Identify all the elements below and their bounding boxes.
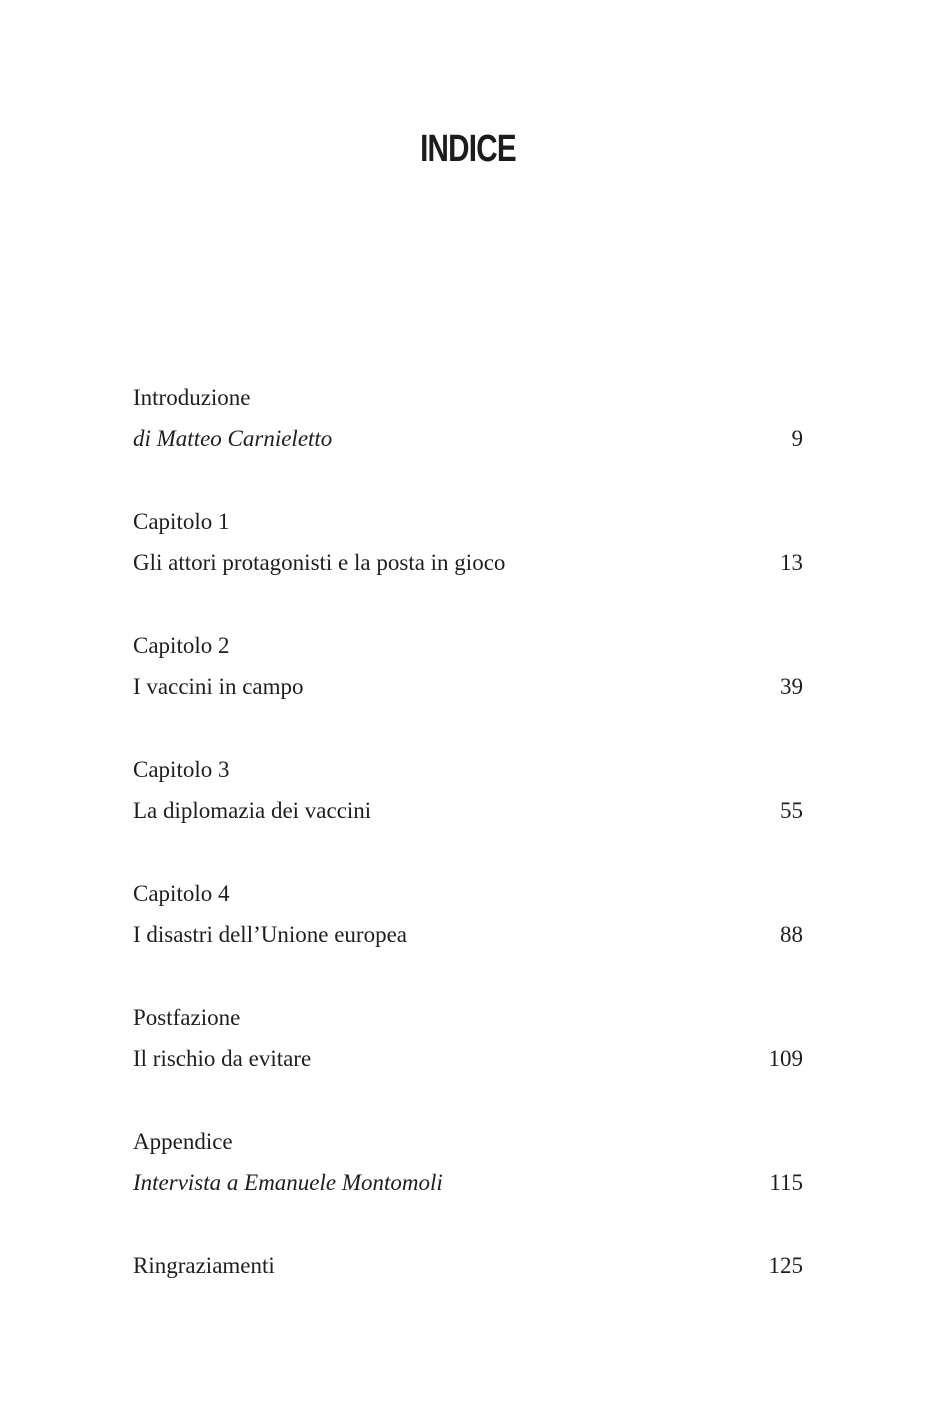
toc-entry-appendice	[133, 1124, 803, 1206]
table-of-contents	[133, 380, 803, 1289]
toc-entry-introduzione	[133, 380, 803, 462]
toc-page-number: 109	[768, 1046, 803, 1071]
toc-subtitle: La diplomazia dei vaccini	[133, 798, 372, 823]
toc-page-number: 88	[780, 922, 803, 947]
toc-subtitle: Intervista a Emanuele Montomoli	[133, 1170, 443, 1195]
toc-label: Capitolo 2	[133, 633, 230, 658]
toc-subtitle: I vaccini in campo	[133, 674, 304, 699]
toc-label: Capitolo 1	[133, 509, 230, 534]
toc-label: Ringraziamenti	[133, 1253, 275, 1278]
toc-subtitle: Gli attori protagonisti e la posta in gioco	[133, 550, 506, 575]
page-title: INDICE	[420, 128, 516, 170]
toc-entry-postfazione	[133, 1000, 803, 1082]
toc-page-number: 125	[768, 1253, 803, 1278]
toc-label: Introduzione	[133, 385, 251, 410]
toc-label: Appendice	[133, 1129, 233, 1154]
toc-label: Capitolo 4	[133, 881, 230, 906]
toc-entry-ringraziamenti	[133, 1248, 803, 1289]
toc-subtitle: di Matteo Carnieletto	[133, 426, 333, 451]
toc-page-number: 13	[780, 550, 803, 575]
toc-subtitle: I disastri dell’Unione europea	[133, 922, 407, 947]
toc-label: Postfazione	[133, 1005, 241, 1030]
toc-page-number: 115	[769, 1170, 803, 1195]
toc-entry-capitolo-3	[133, 752, 803, 834]
toc-subtitle: Il rischio da evitare	[133, 1046, 312, 1071]
toc-page-number: 39	[780, 674, 803, 699]
toc-entry-capitolo-1	[133, 504, 803, 586]
toc-entry-capitolo-4	[133, 876, 803, 958]
toc-page-number: 55	[780, 798, 803, 823]
toc-label: Capitolo 3	[133, 757, 230, 782]
toc-entry-capitolo-2	[133, 628, 803, 710]
toc-page-number: 9	[791, 426, 803, 451]
